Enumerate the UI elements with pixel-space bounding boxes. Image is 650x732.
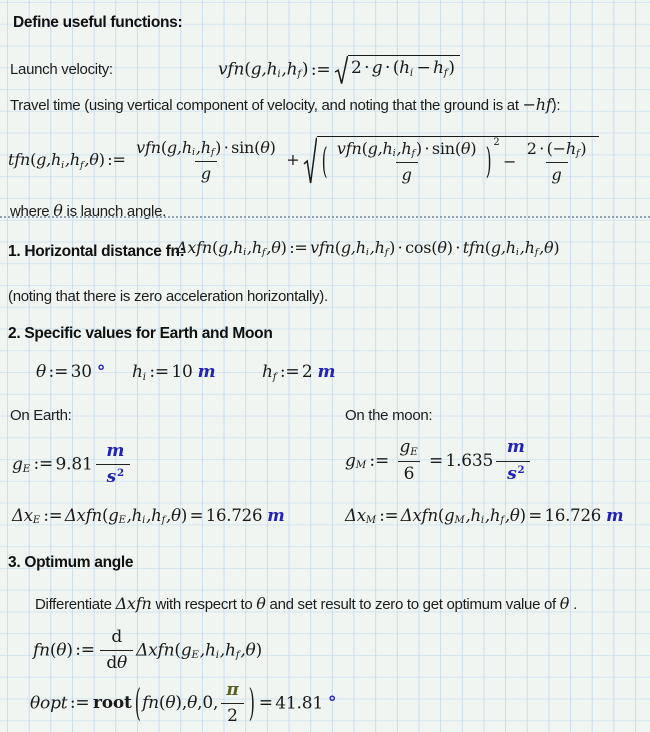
formula-dxM[interactable]	[345, 506, 623, 528]
math-token: f	[261, 247, 266, 259]
math-token: θ	[437, 238, 447, 257]
math-token: sin	[431, 139, 455, 158]
math-token: ,h	[484, 506, 501, 525]
fraction	[100, 627, 133, 675]
math-token: f	[272, 371, 277, 383]
math-token: cos	[405, 238, 432, 257]
math-token: ):	[551, 97, 561, 114]
math-token: i	[243, 247, 246, 259]
math-token: θ	[260, 137, 270, 157]
math-token: ,θ	[539, 238, 554, 257]
math-token: θ	[559, 594, 570, 613]
math-token: :=	[369, 450, 389, 471]
fraction	[522, 139, 592, 185]
math-token: .	[569, 596, 577, 613]
math-token: Δxfn	[136, 640, 175, 661]
math-row	[527, 139, 587, 160]
label-on-earth[interactable]: On Earth:	[10, 407, 72, 424]
math-token: g,h	[250, 59, 278, 80]
math-token: g	[180, 640, 192, 661]
math-token: ,h	[146, 506, 162, 525]
close-paren: )	[248, 680, 255, 725]
label-on-moon[interactable]: On the moon:	[345, 407, 433, 424]
math-token: =	[528, 506, 543, 525]
math-token: 41.81	[275, 693, 323, 714]
math-token: g	[345, 450, 356, 471]
denominator	[496, 461, 530, 485]
math-token: g	[399, 437, 411, 457]
math-token: ·	[455, 238, 461, 257]
math-token: g	[401, 165, 412, 185]
heading-section2[interactable]: 2. Specific values for Earth and Moon	[8, 325, 273, 342]
math-token: i	[409, 67, 413, 79]
math-token: is launch angle.	[62, 203, 166, 220]
math-row	[345, 437, 533, 486]
text-noting[interactable]: (noting that there is zero acceleration horizontally).	[8, 288, 328, 305]
math-token: ,h	[369, 238, 385, 257]
open-paren: (	[321, 142, 328, 183]
math-token: Δxfn	[176, 238, 213, 257]
math-token: 10	[171, 362, 193, 382]
math-token: vfn	[310, 238, 335, 257]
numerator	[522, 139, 592, 162]
math-token: and set result to zero to get optimum value of	[265, 596, 560, 613]
math-row	[8, 136, 600, 185]
math-token: −	[552, 139, 566, 158]
math-token: i	[61, 159, 65, 171]
math-token: (	[484, 238, 491, 257]
numerator	[221, 680, 243, 703]
math-token: ,θ	[240, 640, 256, 661]
math-token: ,h	[465, 506, 481, 525]
math-token: root	[92, 693, 132, 714]
math-token: ·	[397, 238, 403, 257]
formula-theta-opt[interactable]	[30, 680, 336, 728]
math-token: −	[503, 151, 517, 171]
text-travel-time[interactable]	[10, 95, 560, 116]
math-token: ,h	[65, 150, 81, 170]
math-token: m	[267, 506, 285, 525]
math-token: )	[255, 640, 262, 661]
math-token: m	[506, 437, 525, 458]
math-token: :=	[75, 640, 95, 661]
math-token: d	[111, 627, 123, 647]
math-token: :=	[48, 362, 69, 382]
math-token: θ	[187, 693, 198, 714]
math-row	[33, 627, 262, 675]
math-token: )	[389, 238, 396, 257]
math-token: ,h	[396, 139, 412, 158]
math-token: g,h	[367, 139, 393, 158]
formula-gE[interactable]	[12, 441, 133, 489]
math-token: ·	[539, 139, 545, 158]
math-token: :=	[33, 454, 54, 475]
math-token: i	[277, 69, 281, 81]
math-token: θ	[256, 594, 266, 613]
math-token: =	[189, 506, 204, 525]
math-token: m	[197, 362, 216, 382]
math-token: 2	[227, 706, 238, 727]
text-differentiate[interactable]	[35, 594, 577, 615]
math-row	[320, 139, 594, 185]
math-token: 1.635	[445, 450, 494, 471]
math-token: 0	[202, 693, 213, 714]
math-token: θ	[165, 693, 176, 714]
math-token: d	[106, 653, 118, 674]
math-token: 16.726	[544, 506, 602, 525]
math-token: )	[180, 506, 188, 525]
formula-gM[interactable]	[345, 437, 533, 486]
math-token: θopt	[30, 693, 68, 714]
math-row	[176, 238, 559, 259]
math-token: (	[454, 139, 461, 158]
math-token: ·	[384, 58, 391, 78]
numerator	[106, 627, 127, 650]
fraction	[131, 138, 281, 184]
math-token: θ	[460, 139, 471, 158]
math-token: g	[12, 454, 23, 475]
math-row	[102, 467, 124, 488]
math-token: g	[444, 506, 455, 525]
math-token: (	[431, 238, 438, 257]
math-row	[345, 506, 623, 528]
math-token: Δxfn	[400, 506, 438, 525]
math-token: f	[210, 146, 215, 158]
exponent: 2	[493, 137, 500, 148]
math-token: (	[174, 640, 181, 661]
math-token: (	[158, 693, 166, 714]
math-token: ,h	[126, 506, 143, 525]
math-token: g,h	[166, 137, 192, 157]
sqrt-body	[348, 55, 460, 85]
paren-content	[141, 680, 248, 728]
math-row	[337, 139, 477, 160]
math-token: i	[515, 247, 519, 259]
math-row	[10, 201, 166, 222]
math-token: )	[415, 139, 422, 158]
math-row	[35, 594, 577, 615]
math-token: i	[480, 515, 484, 527]
math-token: 2	[517, 463, 525, 476]
math-token: ,h	[199, 640, 216, 661]
math-row	[400, 437, 419, 459]
math-token: θ	[56, 640, 67, 661]
math-row	[12, 441, 133, 489]
math-token: f	[297, 69, 301, 81]
math-token: vfn	[218, 59, 245, 80]
sqrt-body	[317, 136, 599, 185]
heading-define-functions[interactable]: Define useful functions:	[13, 14, 183, 31]
formula-tfn[interactable]	[8, 136, 600, 185]
math-token: M	[365, 515, 376, 527]
math-token: ,h	[281, 59, 298, 80]
math-token: (	[212, 238, 219, 257]
math-token: 2	[301, 362, 313, 382]
math-token: Differentiate	[35, 596, 116, 613]
math-token: m	[106, 441, 125, 461]
math-token: 16.726	[205, 506, 263, 525]
math-token: ,θ	[504, 506, 520, 525]
math-token: ·	[424, 139, 430, 158]
math-token: ,h	[519, 238, 535, 257]
sqrt	[334, 55, 460, 85]
math-token: (	[244, 59, 251, 80]
numerator	[332, 139, 482, 162]
math-token: ,	[212, 693, 219, 714]
math-token: )	[215, 137, 222, 157]
math-token: i	[191, 146, 195, 158]
denominator	[398, 461, 421, 485]
math-row	[502, 464, 524, 485]
math-token: ,θ	[84, 150, 99, 170]
math-row	[36, 362, 105, 383]
fraction	[96, 441, 130, 489]
math-token: i	[365, 247, 369, 259]
math-token: 2	[350, 58, 362, 78]
formula-theta-def[interactable]	[36, 362, 105, 383]
math-token: :=	[289, 238, 308, 257]
math-row	[218, 55, 461, 85]
math-token: where	[10, 203, 54, 220]
math-token: ·	[364, 58, 370, 78]
formula-hf-def[interactable]	[262, 362, 335, 384]
sqrt	[303, 136, 599, 185]
math-token: h	[132, 362, 143, 382]
math-token: :=	[69, 693, 90, 714]
math-token: Travel time (using vertical component of velocity, and noting that the ground is at	[10, 97, 523, 114]
formula-dxE[interactable]	[12, 506, 285, 528]
math-token: f	[534, 247, 539, 259]
math-token: g,h	[218, 238, 244, 257]
math-token: M	[454, 515, 465, 527]
math-token: g	[551, 165, 562, 185]
math-token: (	[437, 506, 445, 525]
math-token: =	[428, 450, 443, 471]
math-token: vfn	[336, 139, 362, 158]
math-token: fn	[33, 640, 50, 661]
math-token: θ	[53, 201, 63, 220]
math-token: )	[470, 139, 477, 158]
math-token: ,h	[246, 238, 262, 257]
math-token: h	[432, 58, 444, 78]
math-token: °	[327, 693, 337, 714]
math-token: :=	[279, 362, 300, 382]
math-token: i	[142, 515, 146, 527]
formula-fn-def[interactable]	[33, 627, 262, 675]
text-where-theta[interactable]	[10, 201, 166, 222]
math-token: f	[384, 247, 389, 259]
formula-dxfn[interactable]	[176, 238, 559, 259]
math-token: tfn	[462, 238, 485, 257]
math-token: g	[200, 163, 211, 183]
math-token: m	[317, 362, 336, 382]
math-token: Δxfn	[64, 506, 102, 525]
math-token: ,h	[219, 640, 236, 661]
math-token: M	[355, 460, 366, 472]
math-token: g,h	[340, 238, 366, 257]
math-token: 2	[116, 467, 124, 480]
math-token: g,h	[490, 238, 516, 257]
fraction	[221, 680, 244, 728]
denominator	[195, 161, 217, 184]
radical-icon	[303, 136, 317, 185]
math-row	[12, 506, 285, 528]
math-token: sin	[231, 137, 255, 157]
math-token: )	[301, 59, 309, 80]
math-token: (	[160, 137, 167, 157]
math-token: (	[334, 238, 341, 257]
math-token: h	[565, 139, 576, 158]
math-token: f	[500, 515, 504, 527]
math-token: m	[606, 506, 624, 525]
math-token: fn	[142, 693, 159, 714]
close-paren: )	[486, 142, 492, 183]
math-token: θ	[117, 653, 128, 674]
heading-section3[interactable]: 3. Optimum angle	[8, 554, 134, 571]
heading-section1[interactable]: 1. Horizontal distance fn:	[8, 243, 185, 260]
math-token: s	[507, 463, 517, 484]
math-token: π	[226, 680, 239, 700]
math-token: (	[254, 137, 261, 157]
math-token: :=	[107, 150, 126, 170]
numerator	[131, 138, 281, 161]
math-token: (	[30, 150, 37, 170]
math-token: f	[411, 148, 415, 160]
math-token: ,θ	[166, 506, 181, 525]
radical-icon	[334, 55, 348, 85]
math-token: )	[448, 58, 455, 78]
math-token: f	[443, 67, 448, 79]
math-row	[30, 680, 336, 728]
fraction	[332, 139, 482, 185]
label-launch-velocity[interactable]: Launch velocity:	[10, 61, 113, 78]
math-token: ·	[223, 137, 229, 157]
paren-group	[134, 680, 256, 728]
math-token: θ	[36, 362, 47, 382]
math-token: :=	[43, 506, 63, 525]
fraction	[395, 437, 424, 486]
math-token: f	[575, 148, 580, 160]
math-token: )	[519, 506, 526, 525]
math-token: i	[215, 649, 219, 661]
math-token: s	[106, 467, 116, 488]
math-row	[10, 95, 560, 116]
math-token: :=	[310, 59, 331, 80]
math-row	[106, 653, 127, 674]
math-token: ,	[181, 693, 188, 714]
math-token: tfn	[8, 150, 31, 170]
math-token: )	[553, 238, 560, 257]
math-token: g	[108, 506, 119, 525]
numerator	[395, 437, 424, 461]
paren-content	[328, 139, 486, 185]
math-token: (	[546, 139, 553, 158]
math-token: )	[66, 640, 73, 661]
math-token: 30	[70, 362, 92, 382]
math-token: )	[280, 238, 287, 257]
math-token: 6	[403, 464, 415, 485]
math-token: )	[446, 238, 453, 257]
math-token: ,h	[195, 137, 211, 157]
math-token: (	[49, 640, 57, 661]
math-token: vfn	[136, 137, 161, 157]
math-token: ,	[197, 693, 203, 714]
math-row	[136, 138, 276, 159]
math-token: )	[580, 139, 587, 158]
numerator	[96, 441, 129, 464]
math-token: −hf	[522, 95, 552, 114]
math-token: Δxfn	[115, 594, 152, 613]
math-token: Δx	[345, 506, 366, 525]
denominator	[396, 162, 418, 185]
math-token: h	[399, 58, 410, 78]
math-token: f	[161, 515, 166, 527]
math-token: with respecrt to	[151, 596, 257, 613]
denominator	[221, 703, 244, 727]
math-token: E	[32, 515, 40, 527]
math-row	[262, 362, 335, 384]
math-token: 2	[526, 139, 537, 158]
formula-hi-def[interactable]	[132, 362, 215, 384]
formula-vfn[interactable]	[218, 55, 461, 85]
math-token: =	[258, 693, 273, 714]
math-token: °	[96, 362, 106, 382]
math-token: :=	[149, 362, 169, 382]
math-token: )	[175, 693, 182, 714]
math-token: (	[361, 139, 368, 158]
open-paren: (	[134, 680, 141, 725]
math-token: E	[410, 446, 418, 458]
math-token: ,θ	[266, 238, 281, 257]
math-token: i	[392, 148, 396, 160]
math-row	[132, 362, 215, 384]
math-token: f	[235, 649, 240, 661]
math-token: −	[416, 58, 431, 78]
numerator	[497, 437, 530, 460]
math-token: g	[371, 58, 383, 78]
denominator	[546, 162, 568, 185]
math-token: E	[191, 649, 199, 661]
denominator	[96, 464, 130, 488]
math-token: Δx	[12, 506, 33, 525]
page-break-separator	[0, 216, 650, 218]
math-token: (	[101, 506, 109, 525]
math-token: h	[262, 362, 273, 382]
math-token: 9.81	[55, 454, 93, 475]
math-token: )	[269, 137, 276, 157]
math-token: f	[80, 159, 84, 171]
paren-group	[321, 139, 500, 185]
math-token: E	[22, 463, 30, 475]
math-token: )	[98, 150, 105, 170]
math-token: :=	[379, 506, 399, 525]
math-token: g,h	[36, 150, 62, 170]
fraction	[496, 437, 530, 485]
math-token: E	[118, 515, 126, 527]
math-token: i	[142, 371, 146, 383]
math-token: (	[392, 58, 400, 78]
math-row	[351, 58, 455, 80]
math-token: +	[286, 150, 300, 170]
denominator	[100, 650, 133, 674]
